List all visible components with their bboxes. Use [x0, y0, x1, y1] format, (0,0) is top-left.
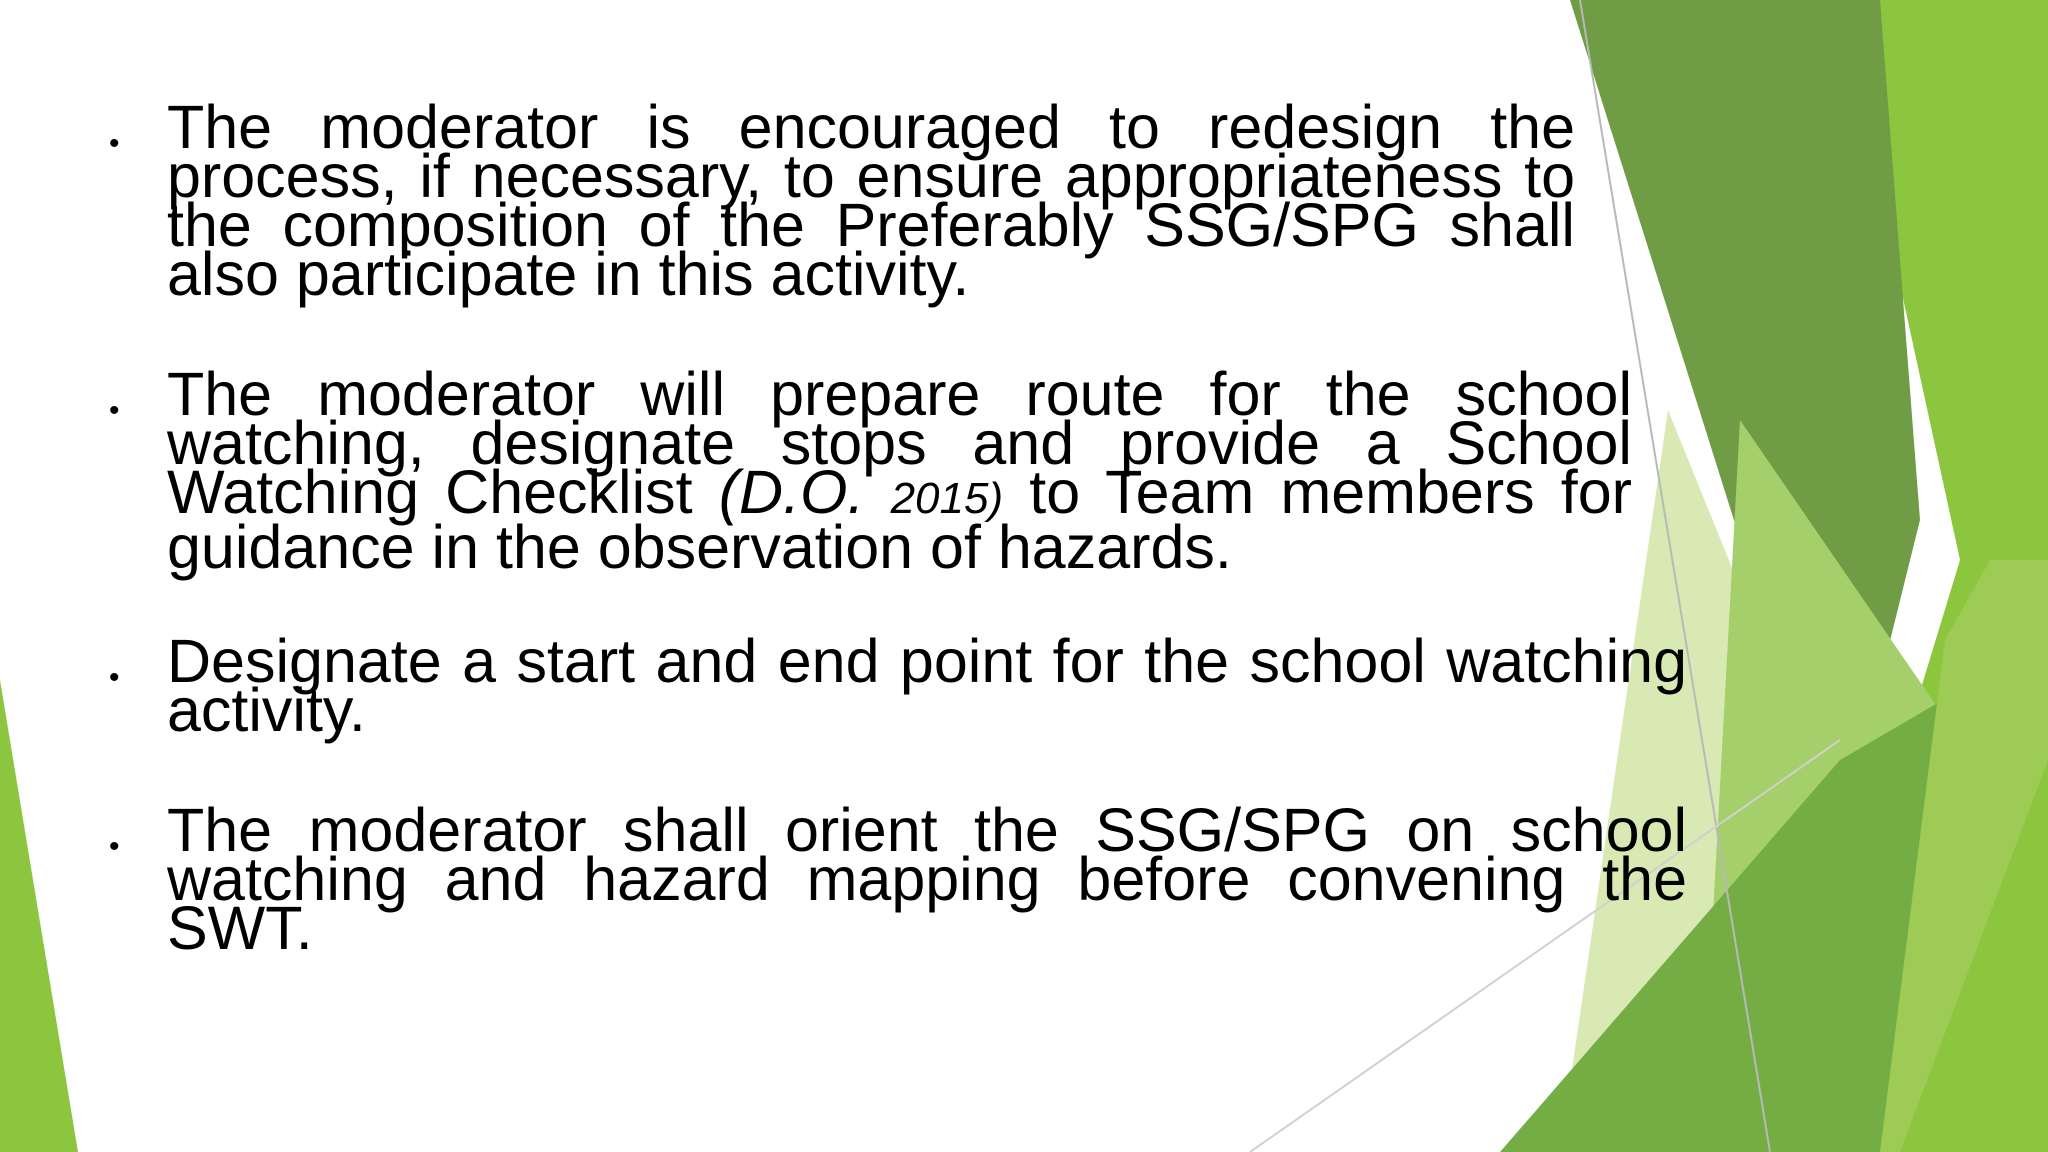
bullet-marker: •: [109, 127, 120, 160]
bullet-marker: •: [109, 394, 120, 427]
left-green-shape: [0, 680, 78, 1152]
bullet-text-2-after: to Team members for guidance in the observation of hazards.: [167, 458, 1632, 581]
bullet-text-2-reference-year: 2015): [890, 474, 1004, 523]
bullet-text-2: [167, 360, 1632, 581]
bullet-marker: •: [109, 830, 120, 863]
bullet-text-2-reference: (D.O.: [718, 458, 891, 526]
bullet-text-4: The moderator shall orient the SSG/SPG on school watching and hazard mapping before convening the SWT.: [167, 796, 1687, 962]
bullet-text-3: Designate a start and end point for the school watching activity.: [167, 627, 1687, 744]
bullet-marker: •: [109, 661, 120, 694]
bullet-text-1: The moderator is encouraged to redesign the process, if necessary, to ensure appropriateness to the composition of the Preferably SSG/SPG shall also participate in this activity.: [167, 93, 1575, 308]
bullet-text-2-before: The moderator will prepare route for the school watching, designate stops and provide a School Watching Checklist: [167, 360, 1632, 526]
